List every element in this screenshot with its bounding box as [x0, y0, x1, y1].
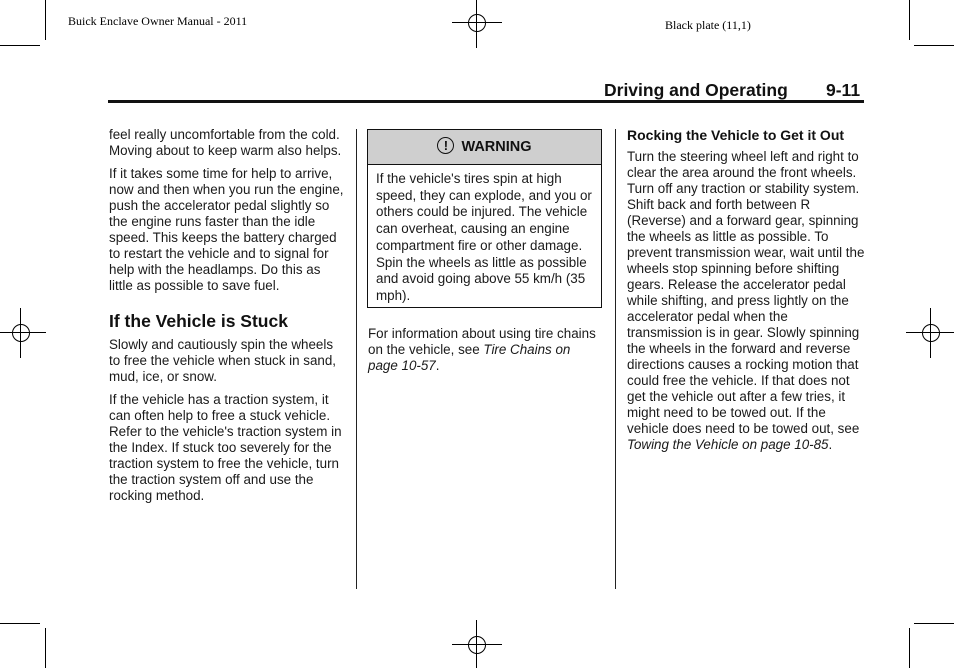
paragraph-end: .: [828, 437, 833, 452]
cross-reference-link[interactable]: Tire Chains on page 10-57: [368, 342, 571, 373]
plate-left-text: Buick Enclave Owner Manual - 2011: [68, 14, 248, 28]
paragraph: If it takes some time for help to arrive, now and then when you run the engine, push the accelerator pedal slightly so the engine runs faster than the idle speed. This keeps the battery charged to restart the vehicle and to signal for help with the headlamps. Do this as little as possible to save fuel.: [109, 166, 344, 293]
warning-icon: !: [437, 137, 454, 154]
crop-mark: [909, 0, 910, 40]
warning-box: [367, 129, 602, 308]
column-divider: [356, 129, 357, 589]
crop-mark: [45, 628, 46, 668]
registration-mark-right: [920, 322, 942, 344]
paragraph: Slowly and cautiously spin the wheels to free the vehicle when stuck in sand, mud, ice, or snow.: [109, 337, 337, 384]
plate-right-text: Black plate (11,1): [665, 18, 751, 32]
paragraph: feel really uncomfortable from the cold. Moving about to keep warm also helps.: [109, 127, 342, 158]
crop-mark: [909, 628, 910, 668]
section-heading: If the Vehicle is Stuck: [109, 311, 288, 331]
registration-mark-top: [466, 12, 488, 34]
warning-header: [368, 130, 601, 165]
cross-reference-link[interactable]: Towing the Vehicle on page 10-85: [627, 437, 829, 452]
page-number: 9-11: [826, 80, 861, 100]
subsection-heading: Rocking the Vehicle to Get it Out: [627, 127, 845, 143]
crop-mark: [914, 45, 954, 46]
paragraph: [368, 326, 600, 374]
paragraph-text: Turn the steering wheel left and right to clear the area around the front wheels. Turn off any traction or stability system. Shift back and forth between R (Reverse) and a forward gear, spinning the wheels as little as possible. To prevent transmission wear, wait until the wheels stop spinning before shifting gears. Release the accelerator pedal while shifting, and press lightly on the accelerator pedal when the transmission is in gear. Slowly spinning the wheels in the forward and reverse directions causes a rocking motion that could free the vehicle. If that does not get the vehicle out after a few tries, it might need to be towed out. If the vehicle does need to be towed out, see: [627, 149, 865, 436]
paragraph: If the vehicle has a traction system, it can often help to free a stuck vehicle. Refer to the vehicle's traction system in the Index. If stuck too severely for the traction system to free the vehicle, turn the traction system off and use the rocking method.: [109, 392, 342, 503]
registration-mark-left: [10, 322, 32, 344]
section-title: Driving and Operating: [604, 80, 788, 100]
column-right: [627, 127, 865, 460]
header-rule: [108, 100, 864, 103]
crop-mark: [45, 0, 46, 40]
registration-mark-bottom: [466, 634, 488, 656]
crop-mark: [0, 45, 40, 46]
crop-mark: [914, 623, 954, 624]
column-divider: [615, 129, 616, 589]
paragraph: [627, 149, 865, 453]
warning-text: If the vehicle's tires spin at high speed, they can explode, and you or others could be injured. The vehicle can overheat, causing an engine compartment fire or other damage. Spin the wheels as little as possible and avoid going above 55 km/h (35 mph).: [376, 171, 592, 303]
paragraph-text: For information about using tire chains on the vehicle, see: [368, 326, 596, 357]
warning-label: WARNING: [461, 139, 532, 155]
crop-mark: [0, 623, 40, 624]
column-left: [109, 127, 345, 511]
paragraph-end: .: [435, 358, 440, 373]
